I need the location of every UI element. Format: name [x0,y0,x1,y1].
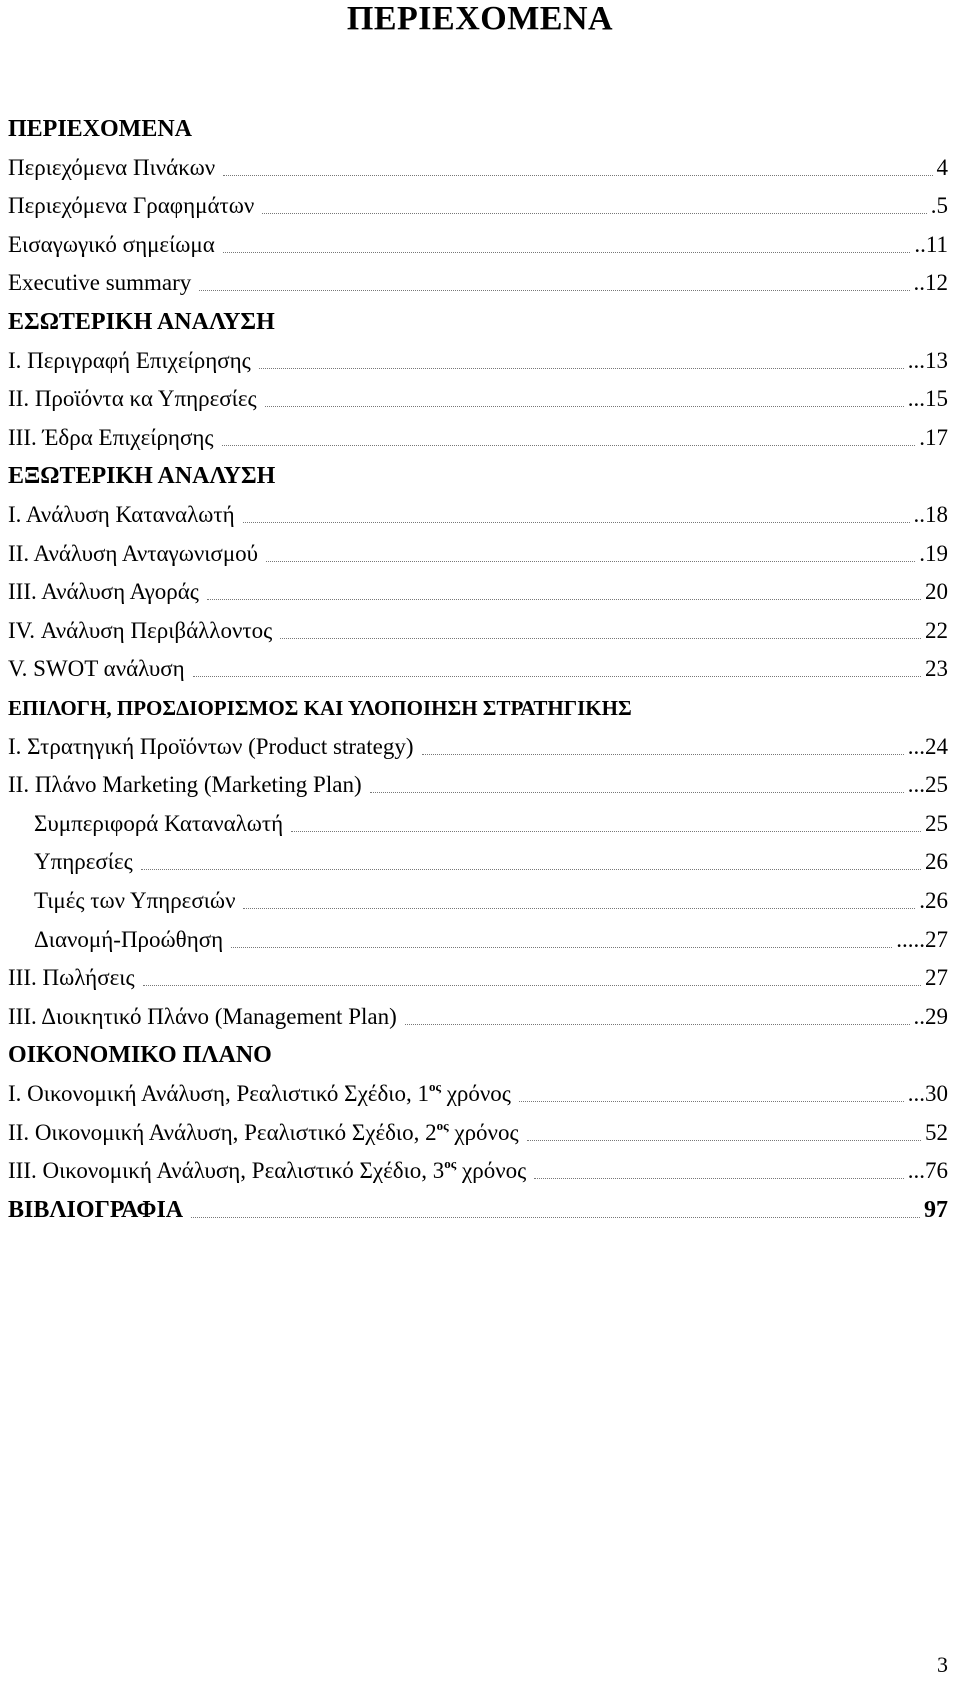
toc-page-number: 25 [925,810,948,836]
toc-page-number: 22 [925,617,948,643]
dot-leader [193,676,921,677]
toc-page-number: 97 [924,1196,948,1223]
dot-leader [222,445,916,446]
toc-entry-label: Διανομή-Προώθηση [34,926,224,952]
toc-page-number: 4 [936,154,948,180]
toc-page-number: 18 [925,502,948,527]
toc-page-number: 27 [925,926,948,952]
dot-leader [519,1101,904,1102]
toc-entry[interactable] [8,996,948,1030]
toc-page-number: 13 [925,347,948,373]
toc-entry-label: Περιεχόμενα Πινάκων [8,154,216,180]
toc-entry[interactable] [8,957,948,991]
toc-entry-label: ΙΙ. Πλάνο Marketing (Marketing Plan) [8,772,362,798]
toc-section-heading [8,455,948,489]
ordinal-superscript: ος [436,1117,449,1133]
toc-entry[interactable] [8,417,948,451]
toc-entry-label: Περιεχόμενα Γραφημάτων [8,193,255,219]
dot-leader [143,985,921,986]
leader-dots-text: ... [907,1158,925,1184]
leader-dots-text: ... [907,733,925,759]
toc-entry[interactable] [8,224,948,258]
toc-page-number: 5 [936,193,948,219]
toc-entry-label: Ι. Οικονομική Ανάλυση, Ρεαλιστικό Σχέδιο, $1^{o\varsigma}$ χρόνος [8,1079,511,1106]
leader-dots-text: . [919,888,925,913]
dot-leader [243,908,915,909]
toc-page-number: 11 [925,231,948,257]
dot-leader [259,368,904,369]
dot-leader [262,213,926,214]
leader-dots-text: . [930,193,937,219]
toc-page-number: 26 [925,888,948,913]
toc-entry[interactable] [8,262,948,296]
toc-section-heading [8,301,948,335]
leader-dots-text: . [919,424,925,450]
dot-leader [534,1178,904,1179]
toc-entry[interactable] [8,494,948,528]
toc-entry[interactable] [8,841,948,875]
toc-entry[interactable] [8,147,948,181]
dot-leader [280,638,921,639]
dot-leader [231,947,892,948]
toc-page-number: 15 [925,386,948,412]
leader-dots-text: .. [914,231,926,257]
toc-entry-label: Ι. Ανάλυση Καταναλωτή [8,502,235,527]
toc-entry-label: Ι. Στρατηγική Προϊόντων (Product strategy) [8,733,414,759]
dot-leader [527,1140,921,1141]
toc-entry[interactable] [8,1150,948,1184]
toc-page-number: 12 [925,270,948,296]
ordinal-superscript: ος [428,1079,441,1094]
dot-leader [405,1024,910,1025]
dot-leader [243,522,910,523]
toc-entry-label: Εισαγωγικό σημείωμα [8,231,215,257]
dot-leader [370,792,904,793]
dot-leader [207,599,921,600]
toc-entry[interactable] [8,340,948,374]
toc-entry[interactable] [8,610,948,644]
dot-leader [141,869,921,870]
toc-entry[interactable] [8,1073,948,1107]
leader-dots-text: ..... [896,926,925,952]
dot-leader [422,754,904,755]
toc-entry-label: ΙΙ. Ανάλυση Ανταγωνισμού [8,540,259,566]
toc-entry[interactable] [8,533,948,567]
page-number: 3 [937,1652,948,1677]
toc-page-number: 26 [925,849,948,875]
toc-entry-label: Τιμές των Υπηρεσιών [34,888,236,913]
page-title: ΠΕΡΙΕΧΟΜΕΝΑ [346,0,614,37]
dot-leader [265,406,904,407]
toc-entry[interactable] [8,880,948,914]
toc-entry-label: Executive summary [8,270,192,296]
dot-leader [291,831,921,832]
leader-dots-text: . [919,540,925,566]
toc-page-number: 19 [925,540,948,566]
leader-dots-text: .. [913,1003,925,1029]
toc-entry-label: ΙΙΙ. Έδρα Επιχείρησης [8,424,214,450]
toc-entry[interactable] [8,803,948,837]
toc-page-number: 25 [925,772,948,798]
toc-entry[interactable] [8,185,948,219]
toc-entry[interactable] [8,1112,948,1146]
toc-entry[interactable] [8,726,948,760]
leader-dots-text: ... [907,347,925,373]
toc-page-number: 17 [925,424,948,450]
toc-entry-label: ΕΠΙΛΟΓΗ, ΠΡΟΣΔΙΟΡΙΣΜΟΣ ΚΑΙ ΥΛΟΠΟΙΗΣΗ ΣΤΡΑΤΗΓΙΚΗΣ [8,696,632,720]
leader-dots-text: ... [907,772,925,798]
toc-entry-label: ΙΙ. Οικονομική Ανάλυση, Ρεαλιστικό Σχέδιο, $2^{o\varsigma}$ χρόνος [8,1117,519,1145]
toc-page-number: 27 [925,965,948,991]
toc-entry-label: ΙΙΙ. Ανάλυση Αγοράς [8,579,199,605]
toc-entry[interactable] [8,919,948,953]
toc-entry-label: ΙΙΙ. Οικονομική Ανάλυση, Ρεαλιστικό Σχέδιο, $3^{o\varsigma}$ χρόνος [8,1156,527,1184]
dot-leader [199,290,909,291]
leader-dots-text: ... [907,386,925,412]
toc-page-number: 23 [925,656,948,682]
dot-leader [266,561,915,562]
toc-entry[interactable] [8,571,948,605]
toc-entry-label: ΟΙΚΟΝΟΜΙΚΟ ΠΛΑΝΟ [8,1042,272,1069]
toc-entry-label: ΙΙΙ. Πωλήσεις [8,965,135,991]
toc-entry-label: ΙΙ. Προϊόντα κα Υπηρεσίες [8,386,257,412]
leader-dots-text: .. [913,502,925,527]
leader-dots-text: .. [913,270,925,296]
ordinal-superscript: ος [444,1156,457,1172]
toc-entry-label: V. SWOT ανάλυση [8,656,185,682]
toc-entry-label: ΠΕΡΙΕΧΟΜΕΝΑ [8,116,193,142]
toc-entry[interactable] [8,648,948,682]
toc-page-number: 30 [925,1081,948,1106]
leader-dots-text: ... [907,1081,925,1106]
toc-entry-label: ΕΞΩΤΕΡΙΚΗ ΑΝΑΛΥΣΗ [8,463,276,490]
toc-entry-label: ΙV. Ανάλυση Περιβάλλοντος [8,617,273,643]
toc-page-number: 20 [925,579,948,605]
toc-entry-label: ΙΙΙ. Διοικητικό Πλάνο (Management Plan) [8,1003,397,1029]
toc-section-heading [8,108,948,142]
dot-leader [223,252,911,253]
toc-entry[interactable] [8,1189,948,1223]
toc-entry-label: Υπηρεσίες [34,849,133,875]
toc-entry-label: ΒΙΒΛΙΟΓΡΑΦΙΑ [8,1196,184,1223]
toc-entry[interactable] [8,378,948,412]
dot-leader [223,175,932,176]
toc-entry[interactable] [8,764,948,798]
toc-section-heading [8,1034,948,1068]
toc-section-heading [8,687,948,721]
dot-leader [191,1217,920,1218]
toc-entry-label: Ι. Περιγραφή Επιχείρησης [8,347,251,373]
toc-entry-label: Συμπεριφορά Καταναλωτή [34,810,284,836]
toc-page-number: 24 [925,733,948,759]
toc-page-number: 29 [925,1003,948,1029]
toc-page-number: 76 [925,1158,948,1184]
toc-page-number: 52 [925,1119,948,1145]
toc-entry-label: ΕΣΩΤΕΡΙΚΗ ΑΝΑΛΥΣΗ [8,309,275,335]
